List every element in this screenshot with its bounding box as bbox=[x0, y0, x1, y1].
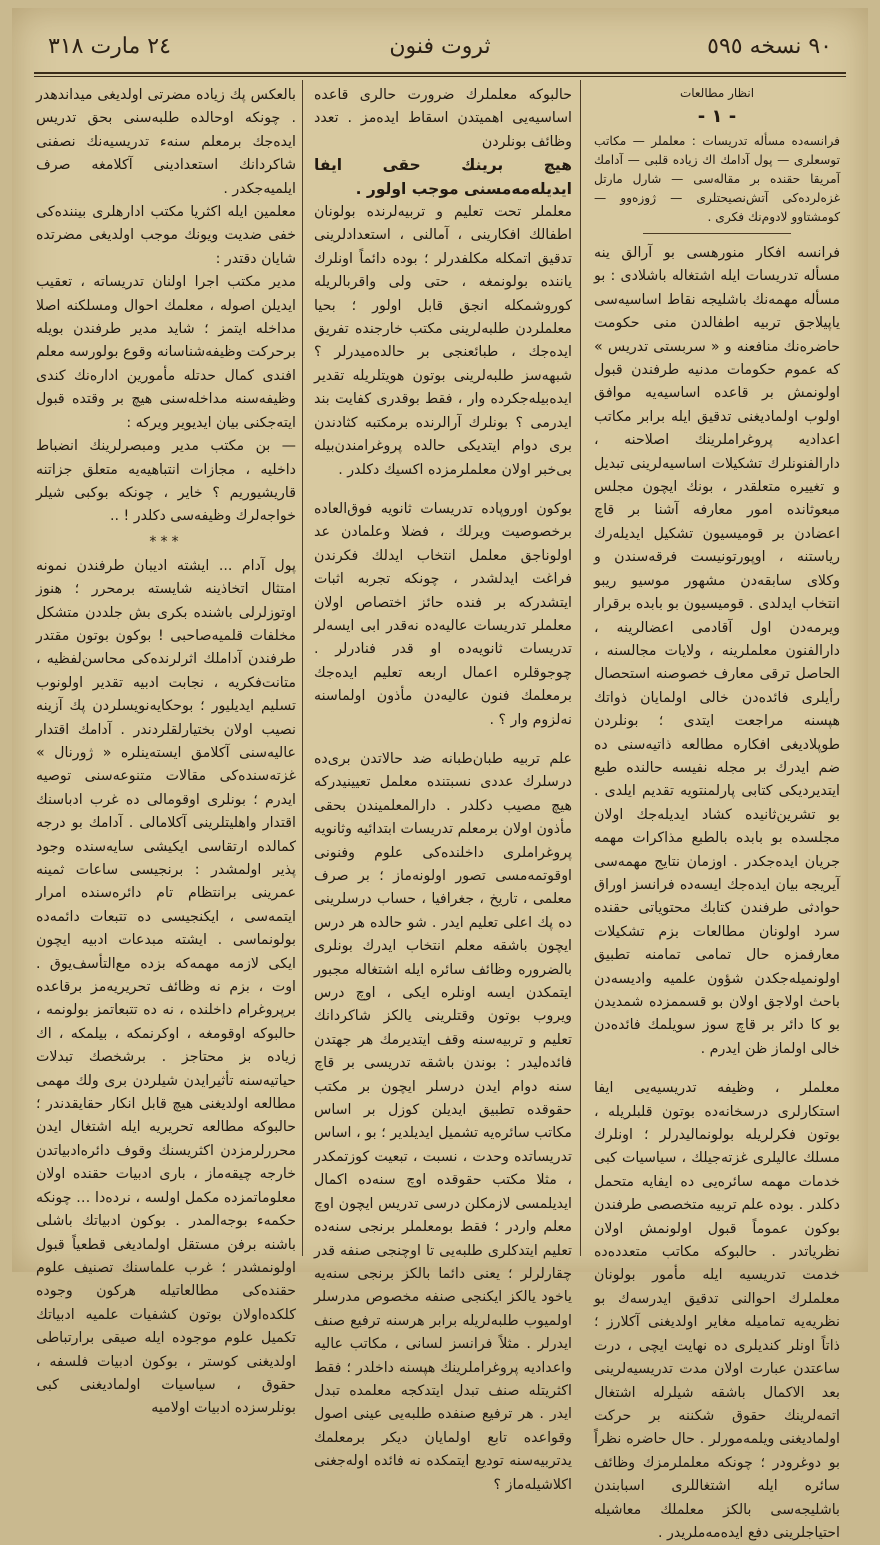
emphasized-line: هیچ برینك حقی ایفا ایدیله‌مه‌مسنی موجب اولور . bbox=[314, 156, 572, 198]
column-middle bbox=[314, 84, 572, 1493]
article-summary: فرانسه‌ده مسأله تدریسات : معلملر — مکاتب توسعلری — پول آدامك اك زیاده قلبی — آدامك آمریقا حقنده بر مقاله‌سی — شارل مارتل غزه‌لرده‌کی آتش‌نصیحتلری — ژوزه‌وو — کومشتاوو لادوم‌نك فکری . bbox=[594, 134, 840, 224]
paragraph: بوکون اوروپاده تدریسات ثانویه فوق‌العاده برخصوصیت ویرلك ، فضلا وعلمادن عد اولوناجق معلمل انتخاب ایدلك فکرندن فراغت ایدلشدر ، چونکه تجربه اثبات ایتشدرکه بر فنده حائز اختصاص اولان معلملر تدریسات عالیه‌ده نه‌قدر ابی ایسه‌لر تدریسات ثانویه‌ده او قدر فنادرلر . چوجوقلره اعمال اربعه تعلیم ایده‌جك برمعلمك فنون عالیه‌دن مأذون اولماسنه نه‌لزوم وار ؟ . bbox=[314, 500, 572, 728]
newspaper-page bbox=[12, 8, 868, 1541]
masthead-title: ثروت فنون bbox=[389, 34, 491, 59]
paragraph: مدیر مکتب اجرا اولنان تدریساته ، تعقیب ایدیلن اصوله ، معلمك احوال ومسلکنه اصلا مداخله ایتمز ؛ شاید مدیر طرفندن بویله برحرکت وظیفه‌شناسانه وقوع بولورسه معلم افندی کمال حدتله مأمورین اداره‌نك کندی وظیفه‌سنه مداخله‌سنی هیچ بر وقتده قبول ایته‌جکنی بیان ایدیویر ویرکه : bbox=[36, 274, 296, 431]
paragraph: معلمین ایله اکثریا مکتب ادارهلری بیننده‌کی خفی ضدیت ویونك موجب اولدیغی مضرتده شایان دقتدر : bbox=[36, 204, 296, 267]
issue-number: ٩٠ نسخه ٥٩٥ bbox=[707, 34, 832, 59]
paragraph: — بن مکتب مدیر ومبصرلرینك انضباط داخلیه ، مجازات انتباهیه‌یه متعلق جزاتنه قاریشیوریم ؟ خایر ، چونکه بوکبی شیلر خواجه‌لرك وظیفه‌سی دکلدر ! .. bbox=[36, 438, 296, 525]
issue-date: ٢٤ مارت ٣١٨ bbox=[48, 34, 171, 59]
paragraph-gap bbox=[594, 1061, 840, 1077]
paragraph: فرانسه افکار منورهسی بو آرالق ینه مسأله تدریسات ایله اشتغاله باشلادی : بو مسأله مهمه‌نك باشلیجه نقاط اساسیه‌سی یاپیلاجق تربیه اطفالدن منی حکومت حاضره‌نك منافعنه و « سربستی تدریس » که عموم حکومات مدنیه طرفندن قبول اولونمش بر قاعده اساسیه‌یه موافق اولوب اولمادیغنی تدقیق ایله برابر مکاتب اعدادیه پروغراملرینك اصلاحنه ، دارالفنونلرك تشکیلات اساسیه‌لرینی تبدیل و تغییره متعلقدر ، بونك ایچون مجلس مبعوثانده امور معارفه آشنا بر قاچ اعضادن بر قومیسیون تشکیل ایدیله‌رك ریاستنه ، اوپورتونیست فرقه‌سندن و وکلای سابقه‌دن مشهور موسیو ریبو انتخاب ایدلدی . قومیسیون بو بابده برقرار ویرمه‌دن اول آقادمی اعضالرینه ، دارالفنون معلملرینه ، ولایات مجالسنه ، الحاصل ترقی معارف خصوصنه استحصال رأیلری فائده‌دن خالی اولمایان ذواتك هپسنه مراجعت ایتدی ؛ بونلردن طوپلادیغی افکاره مطالعه ذاتیه‌سنی ده ضم ایدرك بر مجله نفیسه حالنده طبع ایتدیردیکی کتابی پارلمنتویه تقدیم ایلدی . بو تشرین‌ثانیده کشاد ایدیله‌جك اولان مجلسده بو بابده بالطبع مذاکرات مهمه جریان ایده‌جکدر . اوزمان نتایج مهمه‌سی آیریجه بیان ایده‌جك ایسه‌ده فرانسز اوراق حوادثی طرفندن کتابك محتویاتی حقنده سرد اولونان مطالعات بزم تشکیلات معارفمزه حال تمامی تمامنه تطبیق اولونمیله‌جکدن شؤون علمیه وادیسه‌دن باحث اولاجق اولان بو قسممزده شمدیدن بو کا دائر بر قاچ سوز سویلمك فائده‌دن خالی اولماز ظن ایدرم . bbox=[594, 245, 840, 1057]
header-rule bbox=[34, 72, 846, 74]
paragraph-gap bbox=[314, 732, 572, 748]
column-divider bbox=[580, 80, 581, 1256]
column-left bbox=[36, 84, 296, 1417]
paragraph: معلملر تحت تعلیم و تربیه‌لرنده بولونان اطفالك افکارینی ، آمالنی ، استعدادلرینی تدقیق اتمکله مکلفدرلر ؛ بوده دائماً اونلرك یاننده بولونمغه ، حتی ولی واقربالریله کوروشمکله انجق قابل اولور ؛ بحیا معلملردن طلبه‌لرینی مکتب خارجنده تفریق ایده‌جك ، طبائعنجی بر حالده‌میدرلر ؟ شبهه‌سز طلبه‌لرینی بوتون هویتلریله تقدیر ایده‌بیله‌جکرده وار ، فقط بوقدری کفایت بند ایدرمی ؟ بونلرك آرالرنده برمکتبه کثادندن بری دوام ایتدیکی حالده پروغرامندن‌بیله بی‌خبر اولان معلملرمزده اکسیك دکلدر . bbox=[314, 204, 572, 478]
paragraph: حالبوکه معلملرك ضرورت حالری قاعده اساسیه‌یی اهمیتدن اسقاط ایده‌مز . تعدد وظائف بونلردن bbox=[314, 87, 572, 150]
paragraph-gap bbox=[314, 482, 572, 498]
paragraph: پول آدام ... ایشته ادیبان طرفندن نمونه امتثال اتخاذینه شایسته برمحرر ؛ هنوز اوتوزلرلی باشنده بکری بش جلددن متشکل مخلفات قلمیه‌صاحبی ! بوکون بوتون مقتدر طرفندن آداملك اثرلرنده‌کی محاسن‌لفظیه ، متانت‌فکریه ، نجابت ادبیه تقدیر اولونوب تسلیم ایدیلیور ؛ بوحکایه‌نویسلردن پك آزینه نصیب اولان بختیارلقلردندر . آدامك اقتدار عالیه‌سنی آکلامق ایسته‌ینلره « ژورنال » غزته‌سنده‌کی مقالات متنوعه‌سنی توصیه ایدرم ؛ بونلری اوقومالی ده غرب ادباسنك اقتدار واهلیتلرینی آکلامالی . آدامك بو درجه کمالده ارتقاسی ایکیشی سایه‌سنده وجود پذیر اولمشدر : برنجیسی ساعات ثمینه عمرینی برانتظام تام دائره‌سنده امرار ایتمه‌سی ، ایکنجیسی ده تتبعات دائمه‌ده بولونماسی . ایشته مبدعات ادبیه ایچون ایکی لازمه مهمه‌که بزده مع‌التأسف‌یوق . اوت ، بزم نه وظائف تحریریه‌مز برقاعده برپروغرام داخلنده‌ ، نه ده تتبعاتمز بولونمه‌ ، حالبوکه اوقومغه ، اوکرنمکه ، بیلمکه ، اك زیاده بز محتاجز . برشخصك تبدلات حیاتیه‌سنه تأثیرایدن شیلردن بری ولك مهمی مطالعه اولدیغنی هیچ قابل انکار حقایقدندر ؛ حالبوکه مطالعه تحریریه ایله اشتغال ایدن محررلرمزدن اکثریسنك وقوف دائره‌ادبیاتدن خارجه چیقه‌ماز ، باری ادبیات حقنده اولان معلوماتمزده مکمل اولسه ، نرده‌دا … چونکه حکمهء بوجه‌المدر . بوکون ادبیاتك باشلی باشنه برفن مستقل اولمادیغی قطعیاً قبول اولونمشدر ؛ غرب علماسنك تصنیف علوم حقنده‌کی مطالعاتیله هرکون وجوده کلکده‌اولان بوتون کشفیات علمیه ادبیاتك تکمیل علوم موجوده ایله صیقی برارتباطی اولدیغنی کوستر ، بوکون ادبیات فلسفه ، حقوق ، سیاسیات اولمادیغنی کبی بونلرسزده ادبیات اولامیه bbox=[36, 557, 296, 1417]
section-number: - ١ - bbox=[697, 106, 737, 127]
section-heading: انظار مطالعات bbox=[679, 86, 755, 100]
column-divider bbox=[302, 80, 303, 1256]
paragraph: علم تربیه طبان‌طبانه ضد حالاتدن بری‌ده درسلرك عددی نسبتنده معلمل تعیینیدرکه هیچ مصیب دکلدر . دارالمعلمیندن بحقی مأذون اولان برمعلم تدریسات ابتدائیه وثانویه پروغراملری داخلنده‌کی علوم وفنونی اوقوتمه‌مسی تصور اولونه‌ماز ؛ بر صرف معلمی ، تاریخ ، جغرافیا ، حساب درسلرینی ده پك اعلی تعلیم ایدر . شو حالده هر درس ایچون باشقه معلم انتخاب ایدرك بونلری بالضروره وظائف سائره ایله اشتغاله مجبور ایتمکدن ایسه اونلره ایکی ، اوچ درس ویروب بوتون وقتلرینی یالکز شاکردانك تعلیم و تربیه‌سنه وقف ایتدیرمك هر جهتدن فائده‌لیدر : بوندن باشقه تدریسی بر قاچ سنه دوام ایدن درسلر ایچون بر مکتب حقوقده تطبیق ایدیلن کوزل بر اساس مکاتب سائره‌یه تشمیل ایدیلدیر ؛ بو ، اساس تدریساتده وحدت ، نسبت ، تبعیت کوزتمکدر ، مثلا مکتب حقوقده اوچ سنه‌ده اکمال ایدیلمسی لازمکلن درسی تدریس ایچون اوچ معلم واردر ؛ فقط بومعلملر برنجی سنه‌ده تعلیم ایتدکلری طلبه‌یی تا اوچنجی صنفه قدر چقارلرلر ؛ یعنی دائما بالکز برنجی سنه‌یه یاخود یالکز ایکنجی صنفه مخصوص مدرسلر اولمیوب طلبه‌لریله برابر هرسنه ترفیع صنف ایدرلر . مثلاً فرانسز لسانی ، مکاتب عالیه واعدادیه پروغراملرینك هپسنه داخلدر ؛ فقط اکثریتله صنف تبدل ایتدکجه معلمده تبدل ایدر . هر ترفیع صنفده طلبه‌یی عینی اصول وقواعده تابع اولمایان دیکر برمعلمك یدتربیه‌سنه تودیع ایتمکده نه فائده اوله‌جغنی اکلاشیله‌ماز ؟ bbox=[314, 750, 572, 1493]
column-right bbox=[594, 84, 840, 1541]
summary-divider bbox=[643, 233, 791, 234]
paragraph: بالعکس پك زیاده مضرتی اولدیغی میداندهدر . چونکه اوحالده طلبه‌سنی بحق تدریس ایده‌جك برمعلم سنه‌ء تدریسیه‌نك نصفنی شاکردانك استعدادینی آکلامغه صرف ایلمیه‌جکدر . bbox=[36, 87, 296, 197]
page-header bbox=[12, 8, 868, 70]
header-rule-thin bbox=[34, 76, 846, 77]
paragraph: معلملر ، وظیفه تدریسیه‌یی ایفا استکارلری درسخانه‌ده بوتون قلبلریله ، بوتون فکرلریله بولونمالیدرلر ؛ اونلرك مسلك عالیلری غزته‌جیلك ، سیاسیات کبی خدمات مهمه سائره‌یی ده ایفایه متحمل دکلدر . بوده علم تربیه متخصصی طرفندن بوکون عموماً قبول اولونمش اولان نظریاتدر . حالبوکه مکاتب متعدده‌ده خدمت تدریسیه ایله مأمور بولونان معلملرك احوالنی تدقیق ایدرسه‌ك بو نظریه‌یه تمامیله مغایر اولدیغنی آکلارز ؛ ذاتاً اونلر کندیلری ده نهایت ایچی ، درت ساعتدن عبارت اولان مدت تدریسیه‌لرینی بعد الاکمال باشقه شیلرله اشتغال اتمه‌لرینك حقوق شکننه بر حرکت اولمادیغنی ویلمه‌مورلر . حال حاضره نظراً بو دوغرودر ؛ چونکه معلملرمزك وظائف سائره ایله اشتغاللری اسبابندن باشلیجه‌سی بالکز معلملك معاشیله احتیاجلرینی دفع ایده‌مه‌ملریدر . bbox=[594, 1080, 840, 1541]
section-separator: *** bbox=[149, 533, 183, 550]
